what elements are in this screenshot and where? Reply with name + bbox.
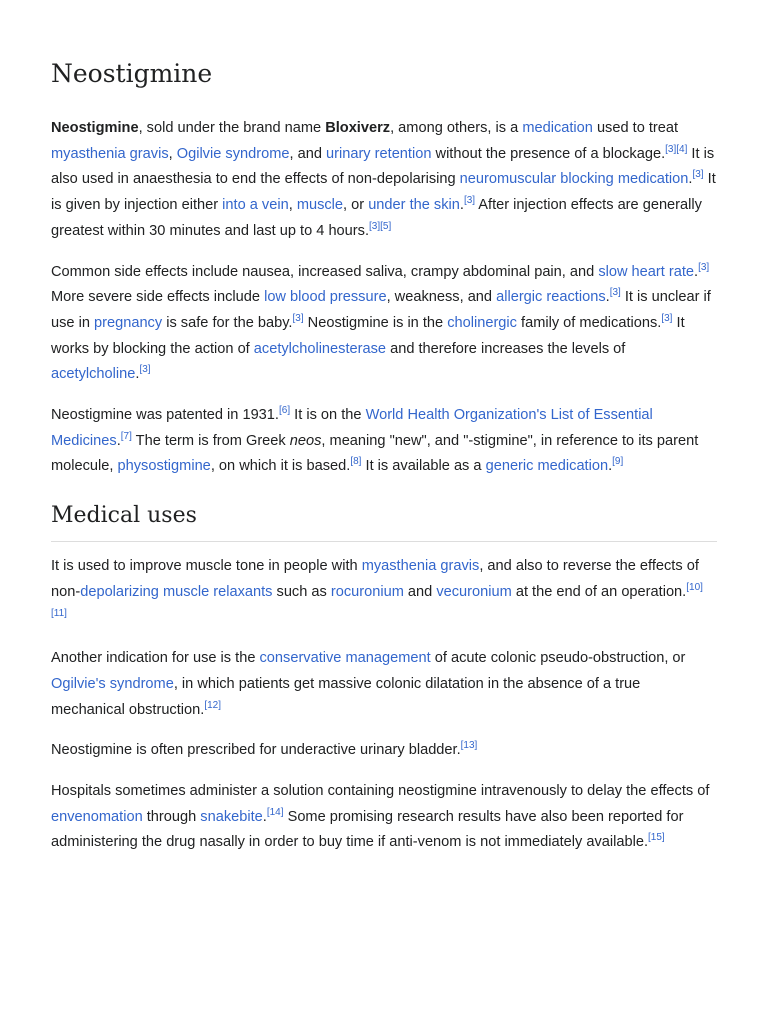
link-rocuronium[interactable]: rocuronium	[330, 583, 404, 600]
citation[interactable]: [13]	[460, 740, 478, 752]
link-acetylcholine[interactable]: acetylcholine	[51, 366, 136, 383]
citation[interactable]: [9]	[612, 456, 624, 468]
citation[interactable]: [6]	[278, 405, 291, 417]
link-into-a-vein[interactable]: into a vein	[222, 197, 289, 214]
text: .	[116, 432, 121, 449]
text: It is on the	[290, 407, 366, 424]
text: without the presence of a blockage.	[431, 145, 666, 162]
text: ,	[288, 197, 297, 214]
text: such as	[272, 583, 331, 600]
text: , sold under the brand name	[138, 120, 326, 136]
link-ogilvie-syndrome[interactable]: Ogilvie syndrome	[176, 145, 290, 162]
link-envenomation[interactable]: envenomation	[51, 808, 143, 825]
link-muscle[interactable]: muscle	[296, 197, 344, 214]
citation[interactable]: [5]	[380, 220, 392, 232]
text: It is unclear if use in	[51, 289, 711, 331]
citation[interactable]: [14]	[266, 806, 284, 818]
text: , on which it is based.	[210, 458, 351, 475]
text: It works by blocking the action of	[51, 314, 685, 357]
medical-uses-paragraph-3	[51, 738, 717, 764]
text: It is also used in anaesthesia to end the effects of non-depolarising	[51, 145, 715, 188]
text: is safe for the baby.	[162, 314, 293, 331]
citation[interactable]: [3]	[292, 313, 304, 325]
citation[interactable]: [3]	[609, 287, 621, 299]
section-heading-medical-uses[interactable]: Medical uses	[51, 495, 717, 542]
text: It is available as a	[361, 458, 486, 475]
citation[interactable]: [3]	[665, 143, 677, 155]
citation[interactable]: [3]	[463, 195, 476, 207]
link-conservative-management[interactable]: conservative management	[259, 650, 431, 667]
text: , and	[289, 145, 326, 162]
link-myasthenia-gravis[interactable]: myasthenia gravis	[361, 558, 480, 575]
link-depolarizing-muscle-relaxants[interactable]: depolarizing muscle relaxants	[80, 583, 273, 600]
text: It is used to improve muscle tone in people with	[51, 558, 362, 575]
text: .	[459, 197, 464, 214]
text: , and also to reverse the effects of non-	[51, 558, 699, 600]
link-who-essential-medicines[interactable]: World Health Organization's List of Essential Medicines	[51, 407, 653, 449]
citation[interactable]: [10]	[686, 581, 703, 593]
link-myasthenia-gravis[interactable]: myasthenia gravis	[51, 145, 169, 162]
text: ,	[168, 145, 177, 162]
text: and therefore increases the levels of	[386, 340, 626, 357]
text: The term is from Greek	[131, 432, 290, 449]
text: Some promising research results have also been reported for administering the drug nasally in order to buy time if anti-venom is not immediately available.	[51, 808, 684, 851]
citation[interactable]: [3]	[661, 313, 673, 325]
text: Common side effects include nausea, increased saliva, crampy abdominal pain, and	[51, 263, 599, 280]
link-physostigmine[interactable]: physostigmine	[117, 458, 211, 475]
link-cholinergic[interactable]: cholinergic	[447, 314, 517, 331]
text: After injection effects are generally greatest within 30 minutes and last up to 4 hours.	[51, 197, 702, 239]
link-medication[interactable]: medication	[522, 120, 593, 136]
text: , in which patients get massive colonic dilatation in the absence of a true mechanical obstruction.	[51, 675, 641, 718]
citation[interactable]: [15]	[648, 832, 665, 844]
citation[interactable]: [3]	[369, 220, 381, 232]
text: .	[608, 458, 613, 475]
bold-term: Bloxiverz	[325, 120, 391, 136]
link-allergic-reactions[interactable]: allergic reactions	[496, 289, 606, 306]
text: used to treat	[592, 120, 679, 136]
link-neuromuscular-blocking-medication[interactable]: neuromuscular blocking medication	[459, 171, 689, 188]
text: .	[688, 171, 693, 188]
intro-paragraph-1	[51, 116, 717, 245]
link-slow-heart-rate[interactable]: slow heart rate	[598, 263, 695, 280]
text: , weakness, and	[386, 289, 497, 306]
text: Hospitals sometimes administer a solution containing neostigmine intravenously to delay the effects of	[51, 783, 710, 800]
text: at the end of an operation.	[511, 583, 687, 600]
medical-uses-paragraph-4	[51, 779, 717, 856]
text: , or	[343, 197, 369, 214]
text: Another indication for use is the	[51, 650, 260, 667]
link-urinary-retention[interactable]: urinary retention	[326, 145, 432, 162]
citation[interactable]: [4]	[676, 143, 688, 155]
citation[interactable]: [3]	[692, 169, 704, 181]
link-vecuronium[interactable]: vecuronium	[436, 583, 512, 600]
text: .	[135, 366, 140, 383]
intro-paragraph-3	[51, 403, 717, 480]
text: It is given by injection either	[51, 171, 716, 214]
link-low-blood-pressure[interactable]: low blood pressure	[264, 289, 387, 306]
text: and	[403, 583, 437, 600]
text: family of medications.	[516, 314, 662, 331]
citation[interactable]: [7]	[120, 430, 132, 442]
medical-uses-paragraph-2	[51, 646, 717, 723]
text: More severe side effects include	[51, 289, 265, 306]
citation[interactable]: [12]	[204, 699, 222, 711]
link-acetylcholinesterase[interactable]: acetylcholinesterase	[253, 340, 387, 357]
text: of acute colonic pseudo-obstruction, or	[430, 650, 686, 667]
link-under-the-skin[interactable]: under the skin	[368, 197, 460, 214]
link-pregnancy[interactable]: pregnancy	[94, 314, 163, 331]
text: , among others, is a	[390, 120, 523, 136]
citation[interactable]: [8]	[350, 456, 362, 468]
citation[interactable]: [3]	[139, 364, 151, 376]
page-title: Neostigmine	[51, 59, 213, 88]
bold-term: Neostigmine	[51, 120, 139, 136]
text: .	[262, 808, 267, 825]
link-generic-medication[interactable]: generic medication	[485, 458, 609, 475]
citation[interactable]: [11]	[51, 607, 67, 619]
link-ogilvies-syndrome[interactable]: Ogilvie's syndrome	[51, 675, 174, 692]
link-snakebite[interactable]: snakebite	[200, 808, 263, 825]
italic-term: neos	[289, 432, 322, 449]
intro-paragraph-2	[51, 260, 717, 389]
text: .	[694, 263, 699, 280]
text: Neostigmine is in the	[303, 314, 448, 331]
text: Neostigmine was patented in 1931.	[51, 407, 279, 424]
medical-uses-paragraph-1	[51, 554, 717, 631]
text: through	[142, 808, 201, 825]
text: , meaning "new", and "-stigmine", in reference to its parent molecule,	[51, 432, 699, 475]
citation[interactable]: [3]	[698, 261, 710, 273]
text: Neostigmine is often prescribed for underactive urinary bladder.	[51, 742, 461, 759]
text: .	[605, 289, 610, 306]
